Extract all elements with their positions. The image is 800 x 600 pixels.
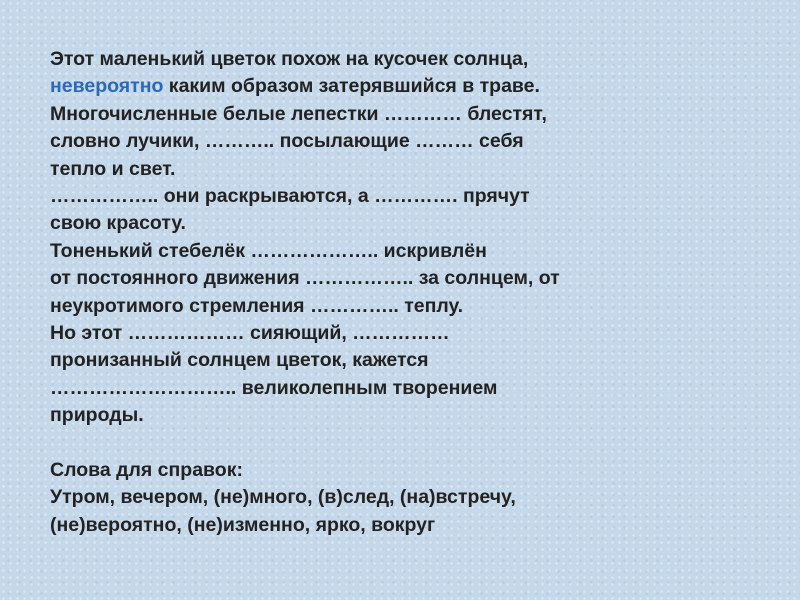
reference-heading: Слова для справок: [50, 458, 243, 481]
passage-line-8: Тоненький стебелёк ……………….. искривлён [50, 239, 487, 262]
passage-line-5: тепло и свет. [50, 157, 176, 180]
passage-line-9: от постоянного движения …………….. за солнцем, от [50, 267, 560, 290]
passage-line-3: Многочисленные белые лепестки ………… блестят, [50, 102, 547, 125]
spacer [50, 429, 790, 456]
passage-line-6: …………….. они раскрываются, а …………. прячут [50, 184, 530, 207]
reference-words-line-1: Утром, вечером, (не)много, (в)след, (на)встречу, [50, 486, 516, 509]
passage-line-1: Этот маленький цветок похож на кусочек солнца, [50, 48, 529, 70]
highlighted-word: невероятно [50, 75, 164, 98]
passage-line-12: пронизанный солнцем цветок, кажется [50, 349, 429, 372]
passage-line-2 [50, 73, 790, 100]
passage-line-14: природы. [50, 404, 144, 427]
slide-text-body [50, 46, 790, 539]
passage-line-11: Но этот ……………… сияющий, …………… [50, 321, 450, 344]
reference-words-line-2: (не)вероятно, (не)изменно, ярко, вокруг [50, 513, 436, 536]
passage-line-7: свою красоту. [50, 212, 186, 235]
passage-line-13: ……………………….. великолепным творением [50, 376, 498, 399]
passage-line-10: неукротимого стремления ………….. теплу. [50, 294, 464, 317]
passage-line-2-rest: каким образом затерявшийся в траве. [163, 75, 540, 98]
passage-line-4: словно лучики, ……….. посылающие ……… себя [50, 130, 524, 153]
